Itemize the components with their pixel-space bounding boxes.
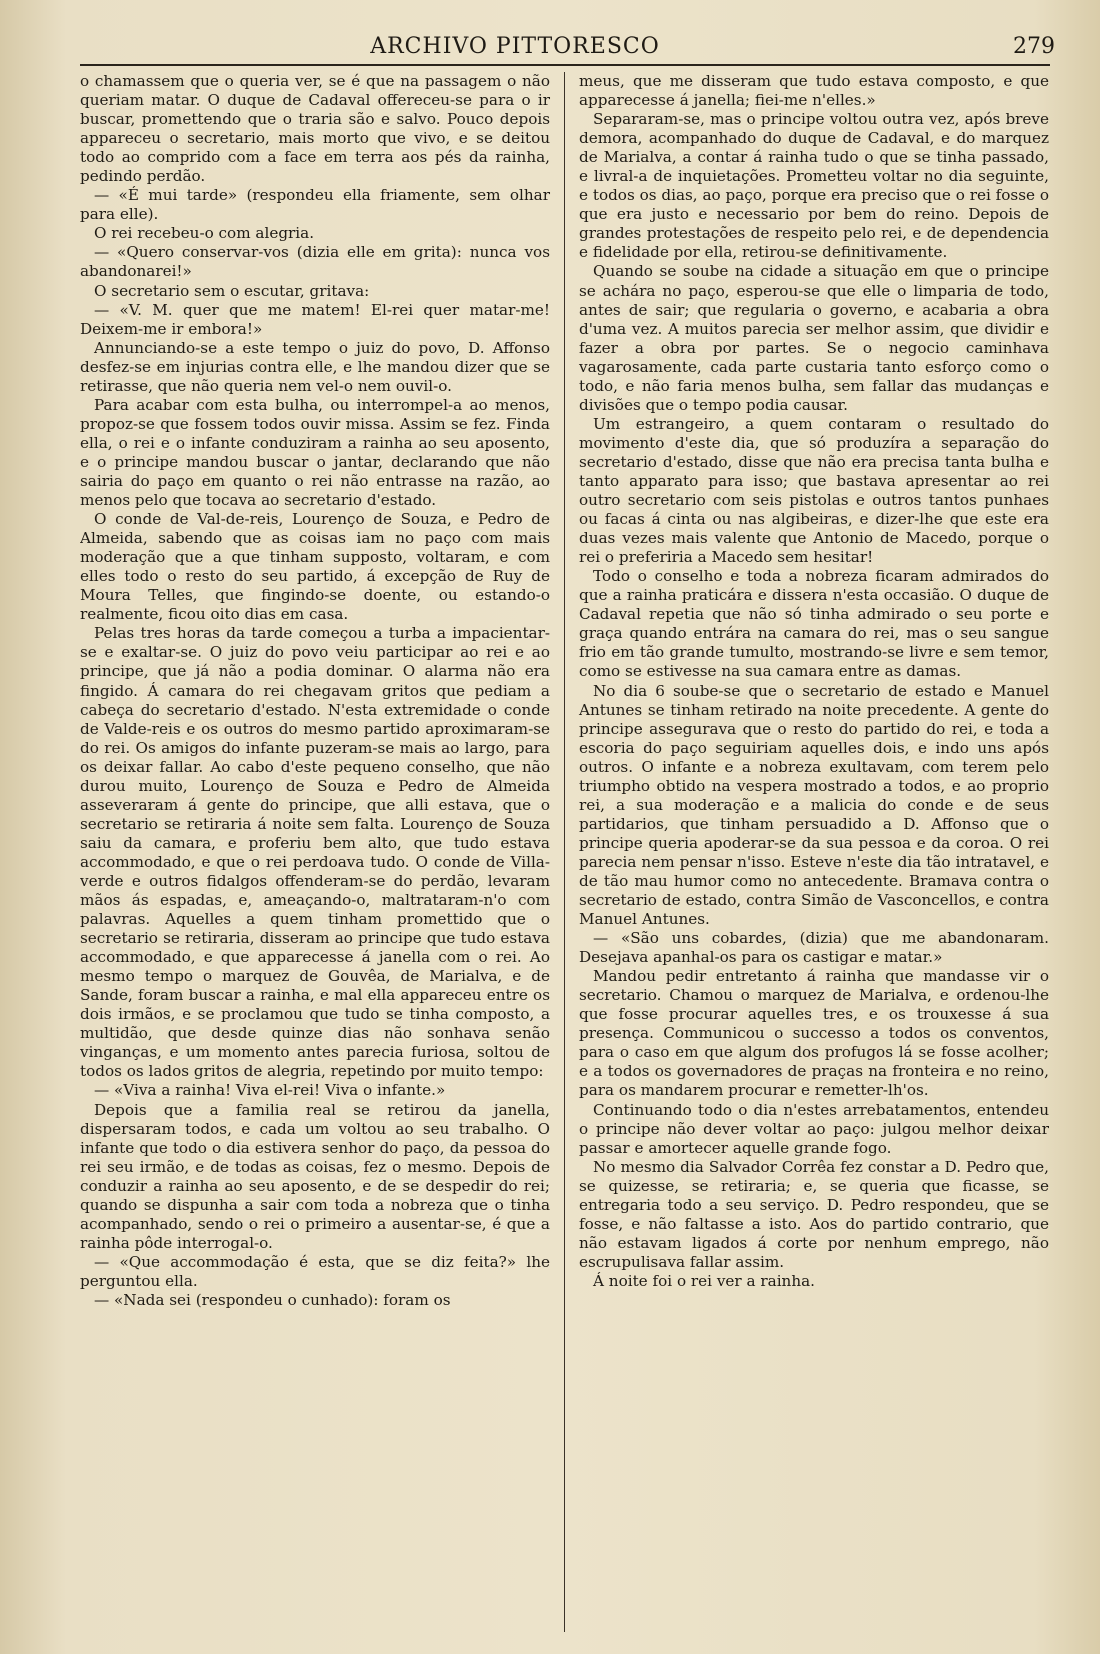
paragraph: Mandou pedir entretanto á rainha que mandasse vir o secretario. Chamou o marquez de Marialva, e ordenou-lhe que fosse procurar aquelles tres, e os trouxesse á sua presença. Communicou o successo a todos os conventos, para o caso em que algum dos profugos lá se fosse acolher; e a todos os governadores de praças na fronteira e no reino, para os mandarem procurar e remetter-lh'os. <box>579 967 1049 1100</box>
paragraph: — «É mui tarde» (respondeu ella friamente, sem olhar para elle). <box>80 186 550 224</box>
paragraph: — «V. M. quer que me matem! El-rei quer matar-me! Deixem-me ir embora!» <box>80 300 550 338</box>
paragraph: Para acabar com esta bulha, ou interrompel-a ao menos, propoz-se que fossem todos ouvir missa. Assim se fez. Finda ella, o rei e o infante conduziram a rainha ao seu aposento, e o principe mandou buscar o jantar, declarando que não sairia do paço em quanto o rei não entrasse na razão, ao menos pelo que tocava ao secretario d'estado. <box>80 395 550 510</box>
paragraph: — «Viva a rainha! Viva el-rei! Viva o infante.» <box>94 1081 446 1100</box>
paragraph: Todo o conselho e toda a nobreza ficaram admirados do que a rainha praticára e dissera n'esta occasião. O duque de Cadaval repetia que não só tinha admirado o seu porte e graça quando entrára na camara do rei, mas o seu sangue frio em tão grande tumulto, mostrando-se livre e sem temor, como se estivesse na sua camara entre as damas. <box>579 567 1049 681</box>
paragraph: Depois que a familia real se retirou da janella, dispersaram todos, e cada um voltou ao seu trabalho. O infante que todo o dia estivera senhor do paço, da pessoa do rei seu irmão, e de todas as coisas, fez o mesmo. Depois de conduzir a rainha ao seu aposento, e de se despedir do rei; quando se dispunha a sair com toda a nobreza que o tinha acompanhado, sendo o rei o primeiro a ausentar-se, é que a rainha pôde interrogal-o. <box>80 1100 550 1252</box>
paragraph: Um estrangeiro, a quem contaram o resultado do movimento d'este dia, que só produzíra a separação do secretario d'estado, disse que não era precisa tanta bulha e tanto apparato para isso; que bastava apresentar ao rei outro secretario com seis pistolas e outros tantos punhaes ou facas á cinta ou nas algibeiras, e dizer-lhe que este era duas vezes mais valente que Antonio de Macedo, porque o rei o preferiria a Macedo sem hesitar! <box>579 414 1049 567</box>
left-column <box>80 72 564 1632</box>
paragraph: O conde de Val-de-reis, Lourenço de Souza, e Pedro de Almeida, sabendo que as coisas iam no paço com mais moderação que a que tinham supposto, voltaram, e com elles todo o resto do seu partido, á excepção de Ruy de Moura Telles, que fingindo-se doente, ou estando-o realmente, ficou oito dias em casa. <box>80 510 550 624</box>
paragraph: — «Quero conservar-vos (dizia elle em grita): nunca vos abandonarei!» <box>80 243 550 281</box>
paragraph: O rei recebeu-o com alegria. <box>94 224 315 243</box>
right-column <box>564 72 1049 1632</box>
paragraph: O secretario sem o escutar, gritava: <box>94 281 370 300</box>
page-number: 279 <box>1013 34 1055 59</box>
paragraph: o chamassem que o queria ver, se é que na passagem o não queriam matar. O duque de Cadaval offereceu-se para o ir buscar, promettendo que o traria são e salvo. Pouco depois appareceu o secretario, mais morto que vivo, e se deitou todo ao comprido com a face em terra aos pés da rainha, pedindo perdão. <box>80 72 550 186</box>
paragraph: Quando se soube na cidade a situação em que o principe se achára no paço, esperou-se que elle o limparia de todo, antes de sair; que regularia o governo, e acabaria a obra d'uma vez. A muitos parecia ser melhor assim, que dividir e fazer a obra por partes. Se o negocio caminhava vagarosamente, cada parte custaria tanto esforço como o todo, e não faria menos bulha, sem fallar das mudanças e divisões que o tempo podia causar. <box>579 262 1049 414</box>
page-header <box>80 28 1055 64</box>
running-title: ARCHIVO PITTORESCO <box>370 34 660 59</box>
paragraph: Á noite foi o rei ver a rainha. <box>593 1271 816 1290</box>
paragraph: No mesmo dia Salvador Corrêa fez constar a D. Pedro que, se quizesse, se retiraria; e, se queria que ficasse, se entregaria todo a seu serviço. D. Pedro respondeu, que se fosse, e não faltasse a isto. Aos do partido contrario, que não estavam ligados á corte por nenhum emprego, não escrupulisava fallar assim. <box>579 1157 1049 1271</box>
paragraph: Continuando todo o dia n'estes arrebatamentos, entendeu o principe não dever voltar ao paço: julgou melhor deixar passar e amortecer aquelle grande fogo. <box>579 1100 1049 1157</box>
paragraph: — «Que accommodação é esta, que se diz feita?» lhe perguntou ella. <box>80 1252 550 1290</box>
paragraph: meus, que me disseram que tudo estava composto, e que apparecesse á janella; fiei-me n'elles.» <box>579 72 1049 110</box>
paragraph: Annunciando-se a este tempo o juiz do povo, D. Affonso desfez-se em injurias contra elle, e lhe mandou dizer que se retirasse, que não queria nem vel-o nem ouvil-o. <box>80 338 550 395</box>
paragraph: — «Nada sei (respondeu o cunhado): foram os <box>94 1291 451 1309</box>
paragraph: — «São uns cobardes, (dizia) que me abandonaram. Desejava apanhal-os para os castigar e matar.» <box>579 929 1049 967</box>
paragraph: No dia 6 soube-se que o secretario de estado e Manuel Antunes se tinham retirado na noite precedente. A gente do principe assegurava que o resto do partido do rei, e toda a escoria do paço seguiriam aquelles dois, e indo uns após outros. O infante e a nobreza exultavam, com terem pelo triumpho obtido na vespera mostrado a todos, e ao proprio rei, a sua moderação e a malicia do conde e de seus partidarios, que tinham persuadido a D. Affonso que o principe queria apoderar-se da sua pessoa e da coroa. O rei parecia nem pensar n'isso. Esteve n'este dia tão intratavel, e de tão mau humor como no antecedente. Bramava contra o secretario de estado, contra Simão de Vasconcellos, e contra Manuel Antunes. <box>579 681 1049 929</box>
text-columns <box>80 72 1050 1632</box>
paragraph: Separaram-se, mas o principe voltou outra vez, após breve demora, acompanhado do duque de Cadaval, e do marquez de Marialva, a contar á rainha tudo o que se tinha passado, e livral-a de inquietações. Prometteu voltar no dia seguinte, e todos os dias, ao paço, porque era preciso que o rei fosse o que era justo e necessario por bem do reino. Depois de grandes protestações de respeito pelo rei, e de dependencia e fidelidade por ella, retirou-se definitivamente. <box>579 110 1049 262</box>
paragraph: Pelas tres horas da tarde começou a turba a impacientar-se e exaltar-se. O juiz do povo veiu participar ao rei e ao principe, que já não a podia dominar. O alarma não era fingido. Á camara do rei chegavam gritos que pediam a cabeça do secretario d'estado. N'esta extremidade o conde de Valde-reis e os outros do mesmo partido aproximaram-se do rei. Os amigos do infante puzeram-se mais ao largo, para os deixar fallar. Ao cabo d'este pequeno conselho, que não durou muito, Lourenço de Souza e Pedro de Almeida asseveraram á gente do principe, que alli estava, que o secretario se retiraria á noite sem falta. Lourenço de Souza saiu da camara, e proferiu bem alto, que tudo estava accommodado, e que o rei perdoava tudo. O conde de Villa-verde e outros fidalgos offenderam-se do perdão, levaram mãos ás espadas, e, ameaçando-o, maltrataram-n'o com palavras. Aquelles a quem tinham promettido que o secretario se retiraria, disseram ao principe que tudo estava accommodado, e que apparecesse á janella com o rei. Ao mesmo tempo o marquez de Gouvêa, de Marialva, e de Sande, foram buscar a rainha, e mal ella appareceu entre os dois irmãos, e se proclamou que tudo se tinha composto, a multidão, que desde quinze dias não sonhava senão vinganças, e um momento antes parecia furiosa, soltou de todos os lados gritos de alegria, repetindo por muito tempo: <box>80 624 550 1081</box>
header-rule <box>80 64 1050 66</box>
